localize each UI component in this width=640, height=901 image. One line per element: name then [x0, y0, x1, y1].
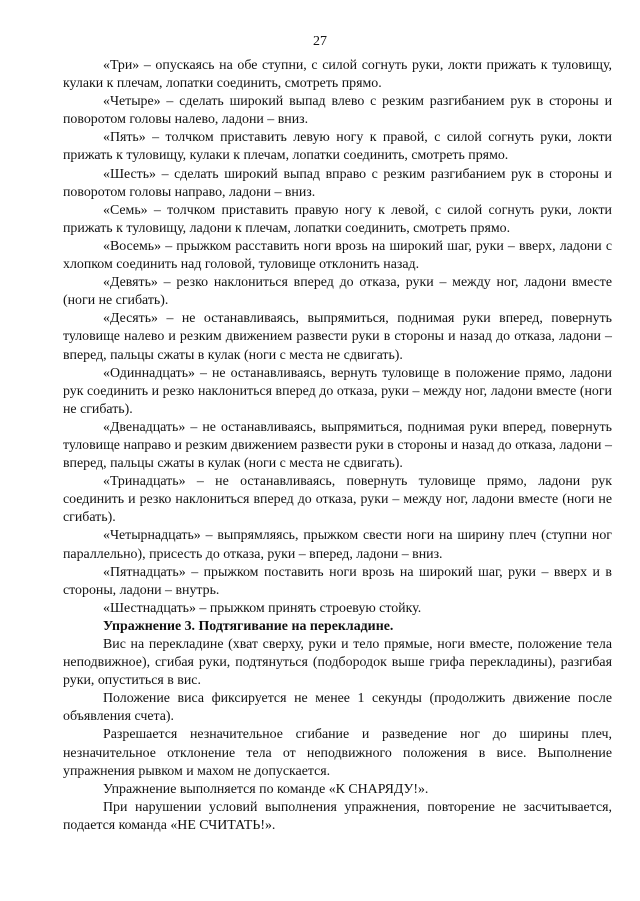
- exercise-heading: Упражнение 3. Подтягивание на перекладине.: [103, 618, 394, 634]
- page-number: 27: [313, 34, 327, 49]
- paragraph-violation: При нарушении условий выполнения упражнения, повторение не засчитывается, подается команда «НЕ СЧИТАТЬ!».: [63, 799, 612, 833]
- paragraph-allowed-deviations: Разрешается незначительное сгибание и разведение ног до ширины плеч, незначительное отклонение тела от неподвижного положения в висе. Выполнение упражнения рывком и махом не допускается.: [63, 727, 612, 779]
- paragraph-count-sixteen: «Шестнадцать» – прыжком принять строевую стойку.: [103, 600, 422, 616]
- paragraph-count-eleven: «Одиннадцать» – не останавливаясь, вернуть туловище в положение прямо, ладони рук соединить и резко наклониться вперед до отказа, руки – между ног, ладони вместе (ноги не сгибать).: [63, 365, 612, 417]
- paragraph-count-nine: «Девять» – резко наклониться вперед до отказа, руки – между ног, ладони вместе (ноги не сгибать).: [63, 275, 612, 309]
- paragraph-exercise-description: Вис на перекладине (хват сверху, руки и тело прямые, ноги вместе, положение тела неподвижное), сгибая руки, подтянуться (подбородок выше грифа перекладины), разгибая руки, опуститься в вис.: [63, 637, 612, 689]
- document-body: [63, 57, 612, 835]
- paragraph-count-ten: «Десять» – не останавливаясь, выпрямиться, поднимая руки вперед, повернуть туловище налево и резким движением развести руки в стороны и назад до отказа, ладони – вперед, пальцы сжаты в кулак (ноги с места не сдвигать).: [63, 311, 612, 363]
- paragraph-hang-position: Положение виса фиксируется не менее 1 секунды (продолжить движение после объявления счета).: [63, 691, 612, 725]
- paragraph-count-five: «Пять» – толчком приставить левую ногу к правой, с силой согнуть руки, локти прижать к туловищу, кулаки к плечам, лопатки соединить, смотреть прямо.: [63, 130, 612, 164]
- paragraph-count-three: «Три» – опускаясь на обе ступни, с силой согнуть руки, локти прижать к туловищу, кулаки к плечам, лопатки соединить, смотреть прямо.: [63, 58, 612, 92]
- paragraph-count-thirteen: «Тринадцать» – не останавливаясь, повернуть туловище прямо, ладони рук соединить и резко наклониться вперед до отказа, руки – между ног, ладони вместе (ноги не сгибать).: [63, 474, 612, 526]
- paragraph-count-twelve: «Двенадцать» – не останавливаясь, выпрямиться, поднимая руки вперед, повернуть туловище направо и резким движением развести руки в стороны и назад до отказа, ладони – вперед, пальцы сжаты в кулак (ноги с места не сдвигать).: [63, 419, 612, 472]
- paragraph-command: Упражнение выполняется по команде «К СНАРЯДУ!».: [103, 781, 429, 797]
- paragraph-count-eight: «Восемь» – прыжком расставить ноги врозь на широкий шаг, руки – вверх, ладони с хлопком соединить над головой, туловище отклонить назад.: [63, 238, 612, 273]
- paragraph-count-six: «Шесть» – сделать широкий выпад вправо с резким разгибанием рук в стороны и поворотом головы направо, ладони – вниз.: [63, 166, 612, 200]
- paragraph-count-four: «Четыре» – сделать широкий выпад влево с резким разгибанием рук в стороны и поворотом головы налево, ладони – вниз.: [63, 94, 612, 128]
- paragraph-count-seven: «Семь» – толчком приставить правую ногу к левой, с силой согнуть руки, локти прижать к туловищу, ладони к плечам, лопатки соединить, смотреть прямо.: [63, 202, 612, 236]
- paragraph-count-fifteen: «Пятнадцать» – прыжком поставить ноги врозь на широкий шаг, руки – вверх и в стороны, ладони – внутрь.: [63, 564, 612, 598]
- paragraph-count-fourteen: «Четырнадцать» – выпрямляясь, прыжком свести ноги на ширину плеч (ступни ног параллельно), присесть до отказа, руки – вперед, ладони – вниз.: [63, 528, 612, 562]
